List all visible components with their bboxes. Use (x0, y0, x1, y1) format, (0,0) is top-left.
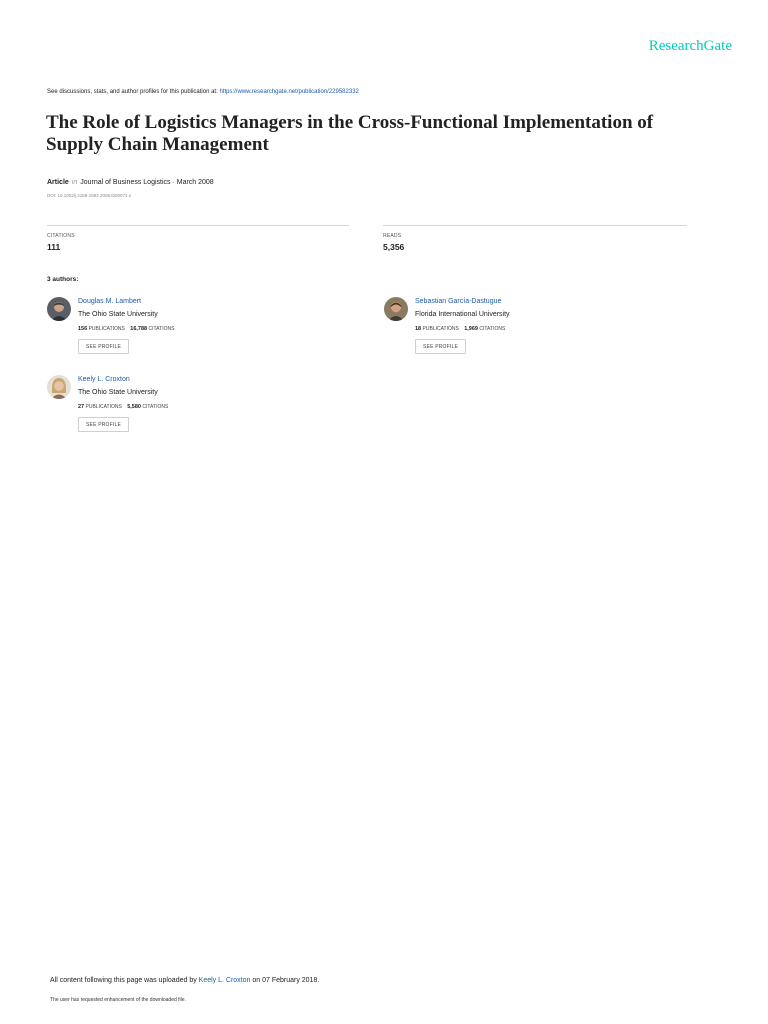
author-stats (78, 404, 168, 410)
researchgate-logo[interactable]: ResearchGate (648, 38, 732, 54)
author-name[interactable]: Keely L. Croxton (78, 376, 130, 383)
author-stats (78, 326, 174, 332)
authors-heading: 3 authors: (47, 276, 79, 283)
in-label: in (71, 179, 78, 186)
author-institution: The Ohio State University (78, 389, 158, 396)
publications-count: 27 (78, 404, 85, 410)
author-citations-count: 16,788 (130, 326, 148, 332)
author-name[interactable]: Douglas M. Lambert (78, 298, 142, 305)
see-profile-button[interactable]: SEE PROFILE (415, 339, 466, 354)
citations-label: CITATIONS (47, 233, 75, 239)
citations-divider (47, 225, 349, 226)
author-citations-label: CITATIONS (142, 404, 169, 410)
author-citations-label: CITATIONS (479, 326, 506, 332)
author-citations-count: 5,580 (127, 404, 141, 410)
journal-info: Journal of Business Logistics · March 2008 (80, 179, 214, 186)
see-profile-button[interactable]: SEE PROFILE (78, 417, 129, 432)
author-citations-label: CITATIONS (148, 326, 175, 332)
author-card (384, 297, 684, 367)
author-stats (415, 326, 505, 332)
discussion-note (47, 89, 359, 95)
author-institution: The Ohio State University (78, 311, 158, 318)
publications-count: 156 (78, 326, 88, 332)
publication-type: Article (47, 179, 69, 186)
author-card (47, 375, 347, 445)
upload-note (50, 977, 319, 984)
publications-label: PUBLICATIONS (85, 404, 122, 410)
publication-title: The Role of Logistics Managers in the Cross-Functional Implementation of Supply Chain Management (46, 112, 654, 155)
reads-divider (383, 225, 687, 226)
publication-link[interactable]: https://www.researchgate.net/publication/229582332 (219, 89, 359, 95)
see-profile-button[interactable]: SEE PROFILE (78, 339, 129, 354)
author-institution: Florida International University (415, 311, 510, 318)
upload-prefix: All content following this page was uploaded by (50, 977, 199, 984)
author-name[interactable]: Sebastian García-Dastugue (415, 298, 502, 305)
author-citations-count: 1,969 (464, 326, 478, 332)
discussion-text: See discussions, stats, and author profiles for this publication at: (47, 89, 220, 95)
publications-label: PUBLICATIONS (422, 326, 459, 332)
avatar[interactable] (47, 375, 71, 399)
doi: DOI: 10.1002/j.2158-1592.2008.tb00071.x (47, 193, 132, 198)
publication-meta (47, 179, 214, 186)
upload-suffix: on 07 February 2018. (250, 977, 320, 984)
enhancement-note: The user has requested enhancement of the downloaded file. (50, 997, 186, 1003)
uploader-link[interactable]: Keely L. Croxton (198, 977, 251, 984)
publications-label: PUBLICATIONS (88, 326, 125, 332)
avatar[interactable] (47, 297, 71, 321)
author-card (47, 297, 347, 367)
publications-count: 18 (415, 326, 422, 332)
reads-label: READS (383, 233, 402, 239)
reads-count: 5,356 (383, 242, 405, 252)
avatar[interactable] (384, 297, 408, 321)
citations-count: 111 (47, 242, 61, 252)
